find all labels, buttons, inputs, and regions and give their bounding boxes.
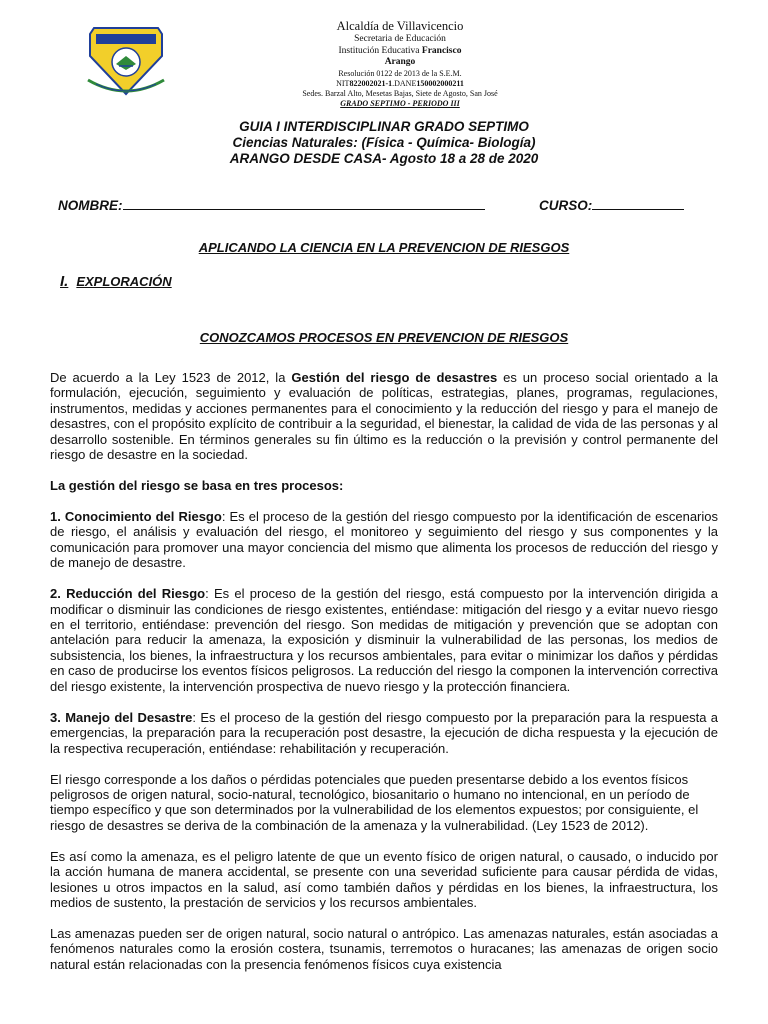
guide-subject: Ciencias Naturales: (Física - Química- Biología) [232,135,536,150]
paragraph-conocimiento: 1. Conocimiento del Riesgo: Es el proceso de la gestión del riesgo compuesto por la identificación de escenarios de riesgo, el análisis y evaluación del riesgo, el monitoreo y seguimiento del riesgo y sus componentes y la comunicación para promover una mayor conciencia del mismo que alimenta los procesos de reducción del riesgo y de manejo de desastre. [50,509,719,571]
section-heading-aplicando: APLICANDO LA CIENCIA EN LA PREVENCION DE RIESGOS [198,240,570,255]
curso-field[interactable] [539,197,684,213]
paragraph-manejo: 3. Manejo del Desastre: Es el proceso de la gestión del riesgo compuesto por la preparación para la respuesta a emergencias, la preparación para la recuperación post desastre, la ejecución de dicha respuesta y la ejecución de la respectiva recuperación, entiéndase: rehabilitación y recuperación. [50,709,718,756]
letterhead-resolution: Resolución 0122 de 2013 de la S.E.M. [338,68,462,78]
school-shield-logo-icon [86,22,166,98]
nombre-blank-line[interactable] [123,197,485,210]
section-heading-conozcamos: CONOZCAMOS PROCESOS EN PREVENCION DE RIESGOS [199,330,569,345]
curso-label: CURSO: [539,198,593,213]
letterhead-nit-dane: NIT822002021-1.DANE150002000211 [336,78,464,88]
letterhead-institution: Institución Educativa Francisco [338,45,462,56]
guide-dates: ARANGO DESDE CASA- Agosto 18 a 28 de 2020 [229,151,539,166]
letterhead [240,18,560,109]
letterhead-grade-period: GRADO SEPTIMO - PERIODO III [340,98,460,108]
paragraph-three-processes: La gestión del riesgo se basa en tres procesos: [50,478,344,494]
section-number: I. [60,273,69,290]
guide-title-block [0,119,768,167]
paragraph-riesgo: El riesgo corresponde a los daños o pérdidas potenciales que pueden presentarse debido a los eventos físicos peligrosos de origen natural, socio-natural, tecnológico, biosanitario o humano no intencional, en un período de tiempo específico y que son determinados por la vulnerabilidad de los elementos expuestos; por consiguiente, el riesgo de desastres se deriva de la combinación de la amenaza y la vulnerabilidad. (Ley 1523 de 2012). [50,771,699,833]
body-text [50,370,718,988]
letterhead-secretary: Secretaria de Educación [354,34,446,44]
curso-blank-line[interactable] [592,197,684,210]
nombre-field[interactable] [58,197,485,213]
nombre-label: NOMBRE: [58,198,123,213]
letterhead-city: Alcaldía de Villavicencio [336,19,464,33]
letterhead-sedes: Sedes. Barzal Alto, Mesetas Bajas, Siete de Agosto, San José [302,88,498,98]
paragraph-origen-amenazas: Las amenazas pueden ser de origen natural, socio natural o antrópico. Las amenazas naturales, están asociadas a fenómenos naturales como la erosión costera, tsunamis, terremotos o huracanes; las amenazas de origen socio natural están relacionadas con la presencia fenómenos físicos cuya existencia [50,925,718,972]
guide-title: GUIA I INTERDISCIPLINAR GRADO SEPTIMO [239,119,529,134]
section-heading-exploracion-label: EXPLORACIÓN [76,274,172,289]
paragraph-intro: De acuerdo a la Ley 1523 de 2012, la Gestión del riesgo de desastres es un proceso social orientado a la formulación, ejecución, seguimiento y evaluación de políticas, estrategias, planes, programas, regulaciones, instrumentos, medidas y acciones permanentes para el conocimiento y la reducción del riesgo y para el manejo de desastres, con el propósito explícito de contribuir a la seguridad, el bienestar, la calidad de vida de las personas y al desarrollo sostenible. En términos generales su fin último es la reducción o la previsión y control permanente del riesgo de desastre en la sociedad. [50,370,718,463]
paragraph-reduccion: 2. Reducción del Riesgo: Es el proceso de la gestión del riesgo, está compuesto por la intervención dirigida a modificar o disminuir las condiciones de riesgo existentes, entiéndase: mitigación del riesgo y a evitar nuevo riesgo en el territorio, entiéndase: prevención del riesgo. Son medidas de mitigación y prevención que se adoptan con antelación para reducir la amenaza, la exposición y disminuir la vulnerabilidad de las personas, los medios de subsistencia, los bienes, la infraestructura y los recursos ambientales, para evitar o minimizar los daños y pérdidas en caso de producirse los eventos físicos peligrosos. La reducción del riesgo la componen la intervención correctiva del riesgo existente, la intervención prospectiva de nuevo riesgo y la protección financiera. [50,586,718,694]
letterhead-institution-name: Arango [384,57,416,67]
paragraph-amenaza: Es así como la amenaza, es el peligro latente de que un evento físico de origen natural, o causado, o inducido por la acción humana de manera accidental, se presente con una severidad suficiente para causar pérdida de vidas, lesiones u otros impactos en la salud, así como también daños y pérdidas en los bienes, la infraestructura, los medios de sustento, la prestación de servicios y los recursos ambientales. [50,848,718,910]
section-heading-exploracion [60,273,172,290]
